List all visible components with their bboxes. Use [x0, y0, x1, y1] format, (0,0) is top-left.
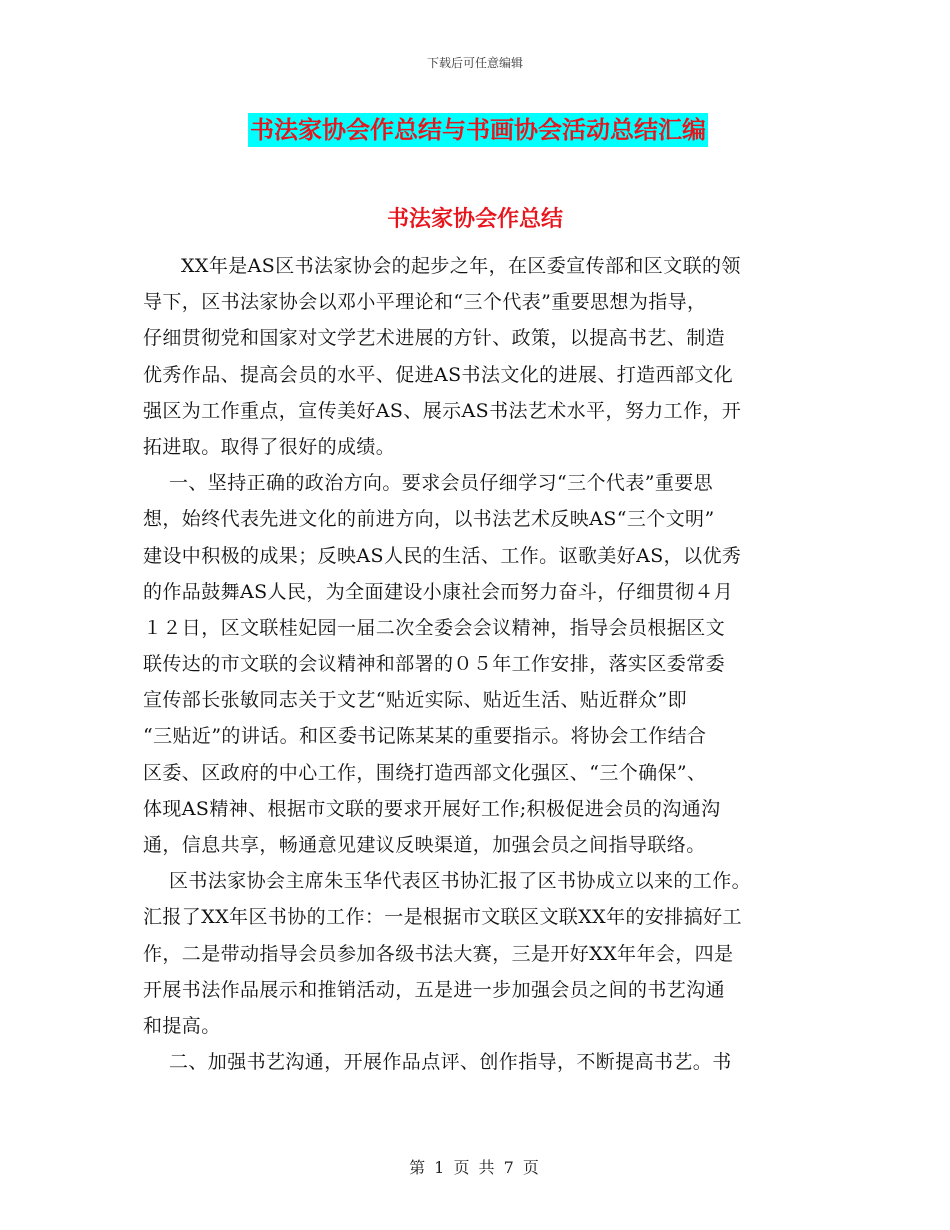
paragraph-line: 导下，区书法家协会以邓小平理论和“三个代表”重要思想为指导， [143, 291, 707, 314]
paragraph-line: 拓进取。取得了很好的成绩。 [143, 435, 396, 458]
document-body [143, 248, 813, 1080]
paragraph-line: 作，二是带动指导会员参加各级书法大赛，三是开好XX年年会，四是 [143, 942, 734, 965]
main-title: 书法家协会作总结与书画协会活动总结汇编 [248, 113, 708, 147]
paragraph-line: XX年是AS区书法家协会的起步之年，在区委宣传部和区文联的领 [181, 255, 741, 277]
paragraph-line: 一、坚持正确的政治方向。要求会员仔细学习“三个代表”重要思 [169, 472, 714, 495]
page-footer: 第 1 页 共 7 页 [409, 1158, 541, 1177]
section-title: 书法家协会作总结 [386, 206, 563, 232]
paragraph-line: 优秀作品、提高会员的水平、促进AS书法文化的进展、打造西部文化 [143, 363, 734, 386]
paragraph-line: 想，始终代表先进文化的前进方向，以书法艺术反映AS“三个文明” [143, 508, 715, 531]
paragraph-line: “三贴近”的讲话。和区委书记陈某某的重要指示。将协会工作结合 [143, 725, 707, 748]
paragraph-line: 仔细贯彻党和国家对文学艺术进展的方针、政策，以提高书艺、制造 [143, 327, 726, 350]
paragraph-line: 体现AS精神、根据市文联的要求开展好工作;积极促进会员的沟通沟 [143, 797, 721, 820]
paragraph-line: 联传达的市文联的会议精神和部署的０５年工作安排，落实区委常委 [143, 653, 726, 676]
paragraph-line: 区委、区政府的中心工作，围绕打造西部文化强区、“三个确保”、 [143, 761, 707, 784]
paragraph-line: 开展书法作品展示和推销活动，五是进一步加强会员之间的书艺沟通 [143, 978, 726, 1001]
paragraph-line: 区书法家协会主席朱玉华代表区书协汇报了区书协成立以来的工作。 [169, 870, 752, 893]
paragraph-line: 二、加强书艺沟通，开展作品点评、创作指导，不断提高书艺。书 [169, 1051, 732, 1074]
header-note: 下载后可任意编辑 [426, 56, 523, 70]
paragraph-line: １２日，区文联桂妃园一届二次全委会会议精神，指导会员根据区文 [143, 616, 726, 639]
paragraph-line: 强区为工作重点，宣传美好AS、展示AS书法艺术水平，努力工作，开 [143, 399, 742, 422]
paragraph-line: 汇报了XX年区书协的工作：一是根据市文联区文联XX年的安排搞好工 [143, 906, 742, 929]
paragraph-line: 通，信息共享，畅通意见建议反映渠道，加强会员之间指导联络。 [143, 834, 706, 856]
paragraph-line: 建设中积极的成果；反映AS人民的生活、工作。讴歌美好AS，以优秀 [143, 544, 742, 567]
paragraph-line: 宣传部长张敏同志关于文艺“贴近实际、贴近生活、贴近群众”即 [143, 689, 688, 712]
paragraph-line: 的作品鼓舞AS人民，为全面建设小康社会而努力奋斗，仔细贯彻４月 [143, 580, 734, 603]
paragraph-line: 和提高。 [143, 1014, 221, 1037]
